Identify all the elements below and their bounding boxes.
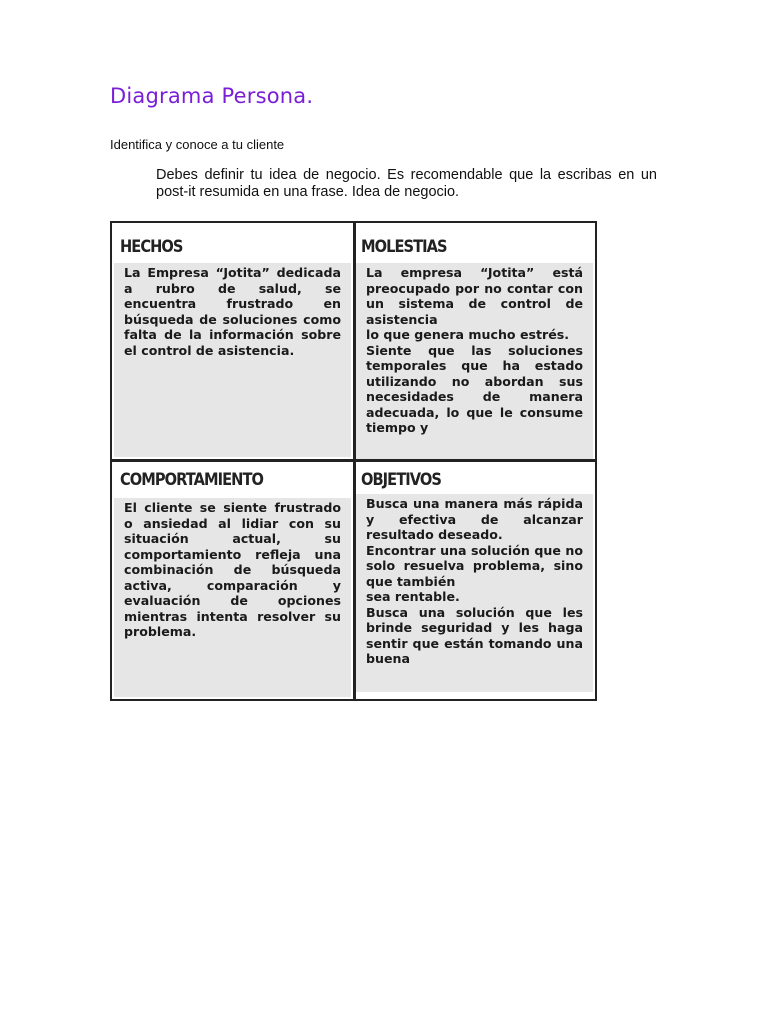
document-subtitle: Identifica y conoce a tu cliente (110, 137, 285, 152)
comportamiento-quadrant (112, 462, 353, 699)
objetivos-text: Busca una manera más rápida y efectiva de alcanzar resultado deseado. Encontrar una solución que no solo resuelva problema, sino que también sea rentable. Busca una solución que les brinde seguridad y les haga sentir que están tomando una buena (366, 496, 583, 666)
objetivos-box (356, 494, 593, 692)
molestias-text: La empresa “Jotita” está preocupado por no contar con un sistema de control de asistencia lo que genera mucho estrés. Siente que las soluciones temporales que ha estado utilizando no abordan sus necesidades de manera adecuada, lo que le consume tiempo y (366, 265, 583, 435)
objetivos-heading: OBJETIVOS (361, 470, 441, 490)
molestias-box (356, 263, 593, 459)
hechos-box (114, 263, 351, 457)
hechos-heading: HECHOS (120, 237, 183, 257)
document-title: Diagrama Persona. (110, 84, 314, 108)
molestias-heading: MOLESTIAS (361, 237, 447, 257)
comportamiento-heading: COMPORTAMIENTO (120, 470, 263, 490)
comportamiento-text: El cliente se siente frustrado o ansiedad al lidiar con su situación actual, su comportamiento refleja una combinación de búsqueda activa, comparación y evaluación de opciones mientras intenta resolver su problema. (124, 500, 341, 639)
business-idea-paragraph: Debes definir tu idea de negocio. Es recomendable que la escribas en un post-it resumida en una frase. Idea de negocio. (156, 167, 657, 200)
molestias-quadrant (356, 223, 595, 459)
hechos-quadrant (112, 223, 353, 459)
objetivos-quadrant (356, 462, 595, 699)
persona-diagram (110, 221, 597, 701)
hechos-text: La Empresa “Jotita” dedicada a rubro de salud, se encuentra frustrado en búsqueda de soluciones como falta de la información sobre el control de asistencia. (124, 265, 341, 358)
comportamiento-box (114, 498, 351, 697)
